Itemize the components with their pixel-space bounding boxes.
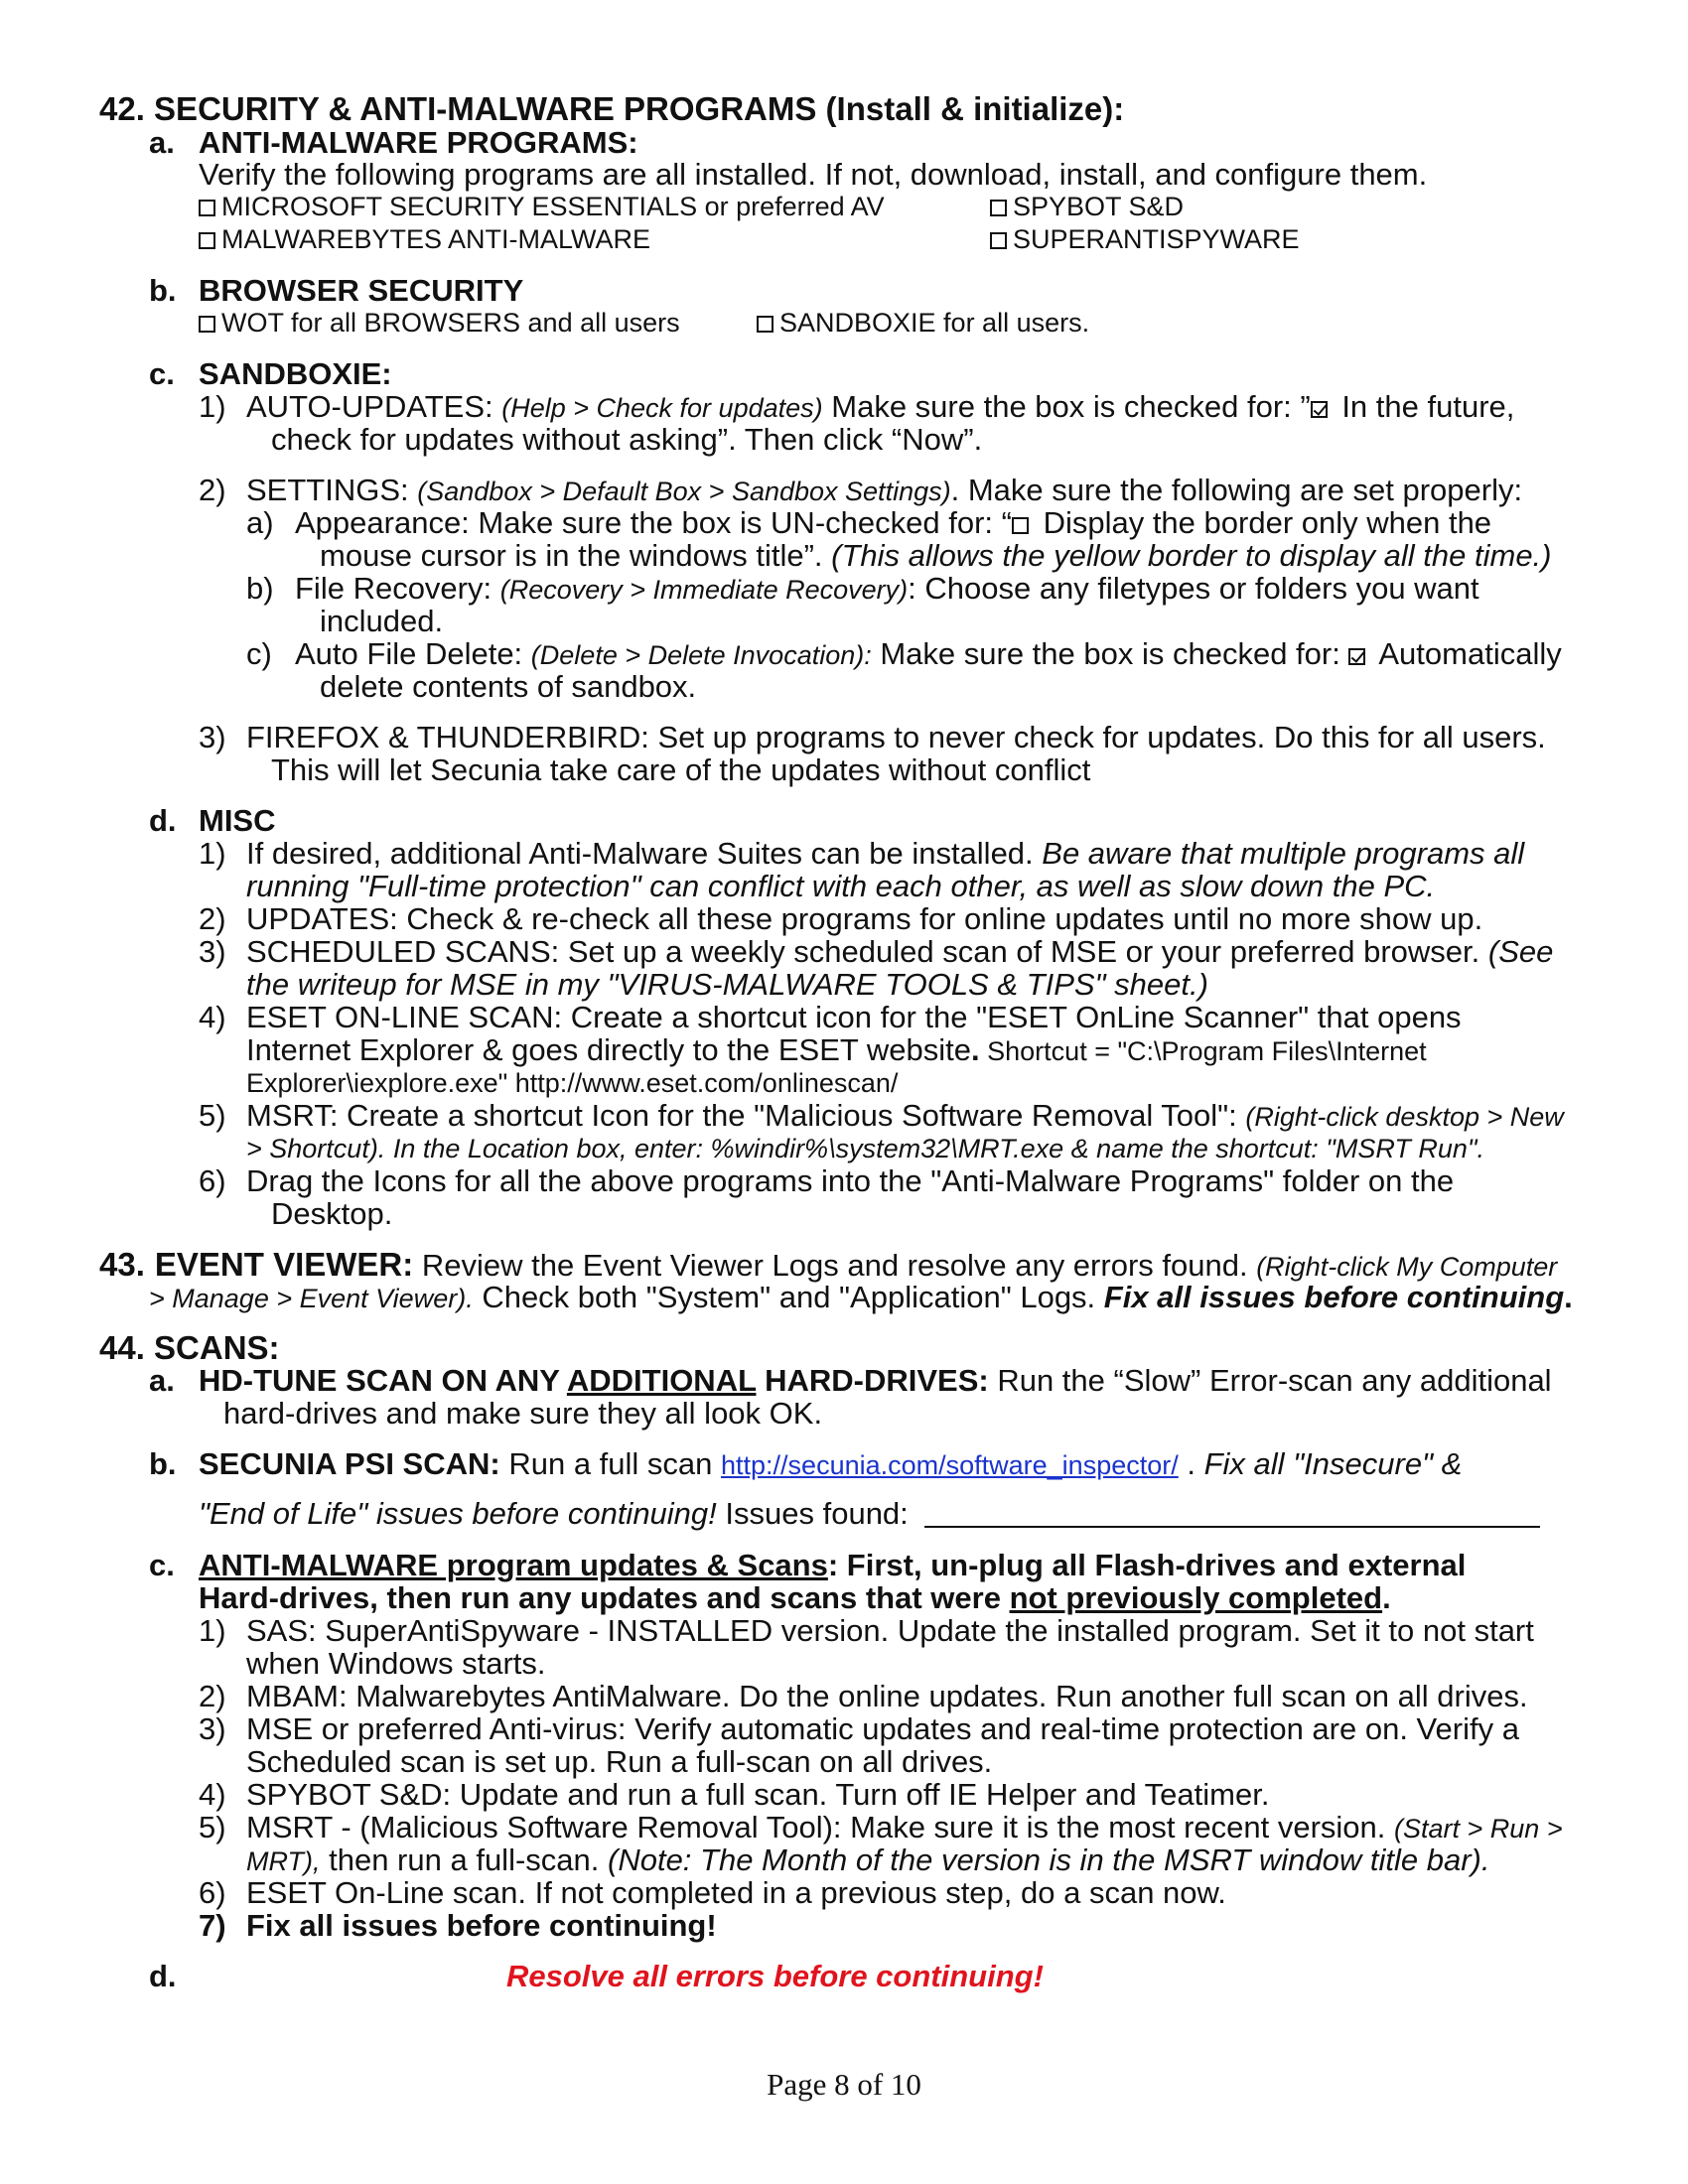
checkbox-icon[interactable] bbox=[990, 232, 1007, 249]
misc-title: MISC bbox=[199, 803, 276, 838]
list-number: 2) bbox=[199, 901, 226, 936]
scan-5-line-2: MRT), then run a full-scan. (Note: The Month of the version is in the MSRT window title bar). bbox=[246, 1843, 1490, 1877]
appearance-line: Appearance: Make sure the box is UN-checked for: “ Display the border only when the bbox=[295, 505, 1492, 540]
checked-checkbox-icon bbox=[1311, 401, 1328, 418]
list-number: 6) bbox=[199, 1163, 226, 1198]
file-recovery-line: File Recovery: (Recovery > Immediate Recovery): Choose any filetypes or folders you want bbox=[295, 571, 1479, 606]
settings-line: SETTINGS: (Sandbox > Default Box > Sandbox Settings). Make sure the following are set properly: bbox=[246, 473, 1523, 507]
checklist-item-mse: MICROSOFT SECURITY ESSENTIALS or preferred AV bbox=[199, 190, 885, 223]
auto-updates-line: AUTO-UPDATES: (Help > Check for updates) Make sure the box is checked for: ” In the future, bbox=[246, 389, 1515, 424]
firefox-line-2: This will let Secunia take care of the updates without conflict bbox=[271, 752, 1091, 787]
scan-4-line: SPYBOT S&D: Update and run a full scan. Turn off IE Helper and Teatimer. bbox=[246, 1777, 1270, 1812]
checkbox-icon[interactable] bbox=[199, 200, 215, 216]
misc-4-line: ESET ON-LINE SCAN: Create a shortcut icon for the "ESET OnLine Scanner" that opens bbox=[246, 1000, 1462, 1034]
auto-file-delete-line-2: delete contents of sandbox. bbox=[320, 669, 697, 704]
checklist-item-superantispyware: SUPERANTISPYWARE bbox=[990, 222, 1300, 256]
item-a-letter: a. bbox=[149, 1363, 175, 1398]
list-number: 1) bbox=[199, 1613, 226, 1648]
list-number: 1) bbox=[199, 389, 226, 424]
checkbox-icon[interactable] bbox=[199, 232, 215, 249]
item-b-letter: b. bbox=[149, 273, 177, 308]
checklist-item-sandboxie: SANDBOXIE for all users. bbox=[757, 306, 1089, 340]
item-d-letter: d. bbox=[149, 803, 177, 838]
unchecked-checkbox-icon bbox=[1012, 517, 1029, 534]
list-number: 2) bbox=[199, 473, 226, 507]
misc-6-line: Drag the Icons for all the above programs into the "Anti-Malware Programs" folder on the bbox=[246, 1163, 1455, 1198]
secunia-line: SECUNIA PSI SCAN: Run a full scan http://secunia.com/software_inspector/ . Fix all "Insecure" & bbox=[199, 1446, 1463, 1481]
list-number: 1) bbox=[199, 836, 226, 871]
anti-malware-verify-text: Verify the following programs are all installed. If not, download, install, and configure them. bbox=[199, 157, 1428, 192]
appearance-line-2: mouse cursor is in the windows title”. (This allows the yellow border to display all the time.) bbox=[320, 538, 1552, 573]
section-43-line: 43. EVENT VIEWER: Review the Event Viewer Logs and resolve any errors found. (Right-click My Computer bbox=[99, 1246, 1558, 1283]
scan-2-line: MBAM: Malwarebytes AntiMalware. Do the online updates. Run another full scan on all drives. bbox=[246, 1679, 1528, 1713]
hd-tune-line-2: hard-drives and make sure they all look OK. bbox=[223, 1396, 823, 1431]
issues-found-field[interactable] bbox=[924, 1502, 1540, 1528]
section-44-heading: 44. SCANS: bbox=[99, 1329, 280, 1366]
misc-3-line: SCHEDULED SCANS: Set up a weekly scheduled scan of MSE or your preferred browser. (See bbox=[246, 934, 1554, 969]
anti-malware-updates-line: ANTI-MALWARE program updates & Scans: First, un-plug all Flash-drives and external bbox=[199, 1548, 1467, 1582]
misc-1-line-2: running "Full-time protection" can conflict with each other, as well as slow down the PC. bbox=[246, 869, 1436, 903]
scan-3-line: MSE or preferred Anti-virus: Verify automatic updates and real-time protection are on. Verify a bbox=[246, 1711, 1519, 1746]
misc-4-line-2: Internet Explorer & goes directly to the ESET website. Shortcut = "C:\Program Files\Internet bbox=[246, 1032, 1427, 1067]
scan-3-line-2: Scheduled scan is set up. Run a full-scan on all drives. bbox=[246, 1744, 993, 1779]
list-number: 6) bbox=[199, 1875, 226, 1910]
misc-5-line: MSRT: Create a shortcut Icon for the "Malicious Software Removal Tool": (Right-click desktop > New bbox=[246, 1098, 1564, 1133]
hd-tune-line: HD-TUNE SCAN ON ANY ADDITIONAL HARD-DRIVES: Run the “Slow” Error-scan any additional bbox=[199, 1363, 1552, 1398]
list-number: 5) bbox=[199, 1810, 226, 1844]
anti-malware-programs-title: ANTI-MALWARE PROGRAMS: bbox=[199, 125, 638, 160]
item-a-letter: a. bbox=[149, 125, 175, 160]
browser-security-title: BROWSER SECURITY bbox=[199, 273, 524, 308]
file-recovery-line-2: included. bbox=[320, 604, 444, 638]
item-d-letter: d. bbox=[149, 1959, 177, 1993]
secunia-link[interactable]: http://secunia.com/software_inspector/ bbox=[721, 1450, 1179, 1480]
misc-2-line: UPDATES: Check & re-check all these programs for online updates until no more show up. bbox=[246, 901, 1483, 936]
item-c-letter: c. bbox=[149, 1548, 175, 1582]
misc-3-line-2: the writeup for MSE in my "VIRUS-MALWARE TOOLS & TIPS" sheet.) bbox=[246, 967, 1208, 1002]
checked-checkbox-icon bbox=[1348, 648, 1365, 665]
misc-1-line: If desired, additional Anti-Malware Suites can be installed. Be aware that multiple programs all bbox=[246, 836, 1525, 871]
list-number: 4) bbox=[199, 1000, 226, 1034]
list-number: 3) bbox=[199, 720, 226, 754]
list-number: 3) bbox=[199, 1711, 226, 1746]
checklist-item-spybot: SPYBOT S&D bbox=[990, 190, 1184, 223]
list-number: 7) bbox=[199, 1908, 226, 1943]
misc-5-line-2: > Shortcut). In the Location box, enter: %windir%\system32\MRT.exe & name the shortcut: "MSRT Run". bbox=[246, 1134, 1484, 1163]
scan-6-line: ESET On-Line scan. If not completed in a previous step, do a scan now. bbox=[246, 1875, 1226, 1910]
auto-file-delete-line: Auto File Delete: (Delete > Delete Invocation): Make sure the box is checked for: Automatically bbox=[295, 636, 1562, 671]
scan-1-line-2: when Windows starts. bbox=[246, 1646, 546, 1681]
list-number: 2) bbox=[199, 1679, 226, 1713]
list-number: 4) bbox=[199, 1777, 226, 1812]
list-letter: a) bbox=[246, 505, 274, 540]
scan-7-line: Fix all issues before continuing! bbox=[246, 1908, 717, 1943]
checkbox-icon[interactable] bbox=[990, 200, 1007, 216]
list-letter: b) bbox=[246, 571, 274, 606]
misc-4-line-3: Explorer\iexplore.exe" http://www.eset.com/onlinescan/ bbox=[246, 1068, 899, 1098]
scan-1-line: SAS: SuperAntiSpyware - INSTALLED version. Update the installed program. Set it to not start bbox=[246, 1613, 1534, 1648]
page-number: Page 8 of 10 bbox=[767, 2067, 921, 2102]
item-b-letter: b. bbox=[149, 1446, 177, 1481]
section-43-line-2: > Manage > Event Viewer). Check both "System" and "Application" Logs. Fix all issues before continuing. bbox=[149, 1280, 1573, 1314]
section-42-heading: 42. SECURITY & ANTI-MALWARE PROGRAMS (Install & initialize): bbox=[99, 90, 1125, 127]
checklist-item-malwarebytes: MALWAREBYTES ANTI-MALWARE bbox=[199, 222, 650, 256]
misc-6-line-2: Desktop. bbox=[271, 1196, 393, 1231]
checkbox-icon[interactable] bbox=[199, 316, 215, 333]
secunia-line-2: "End of Life" issues before continuing! Issues found: bbox=[199, 1497, 1540, 1531]
firefox-line: FIREFOX & THUNDERBIRD: Set up programs to never check for updates. Do this for all users. bbox=[246, 720, 1546, 754]
anti-malware-updates-line-2: Hard-drives, then run any updates and scans that were not previously completed. bbox=[199, 1580, 1391, 1615]
scan-5-line: MSRT - (Malicious Software Removal Tool): Make sure it is the most recent version. (Start > Run > bbox=[246, 1810, 1563, 1844]
list-number: 5) bbox=[199, 1098, 226, 1133]
auto-updates-line-2: check for updates without asking”. Then click “Now”. bbox=[271, 422, 983, 457]
resolve-errors-warning: Resolve all errors before continuing! bbox=[506, 1959, 1044, 1993]
item-c-letter: c. bbox=[149, 356, 175, 391]
list-letter: c) bbox=[246, 636, 272, 671]
sandboxie-title: SANDBOXIE: bbox=[199, 356, 392, 391]
checkbox-icon[interactable] bbox=[757, 316, 774, 333]
list-number: 3) bbox=[199, 934, 226, 969]
checklist-item-wot: WOT for all BROWSERS and all users bbox=[199, 306, 680, 340]
